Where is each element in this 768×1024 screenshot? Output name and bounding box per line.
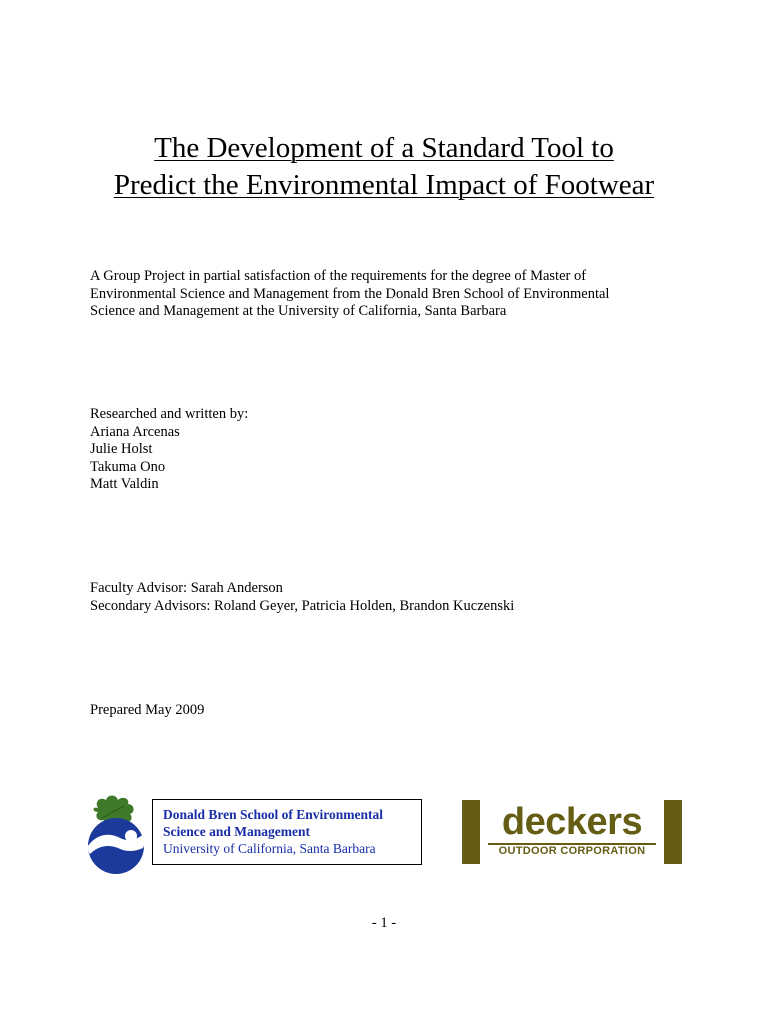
author-name: Takuma Ono xyxy=(90,458,166,475)
bren-line-2: Science and Management xyxy=(163,824,310,839)
bren-line-1: Donald Bren School of Environmental xyxy=(163,807,384,822)
bren-school-caption xyxy=(152,799,422,865)
bren-line-3: University of California, Santa Barbara xyxy=(163,841,376,856)
deckers-left-bar xyxy=(462,800,480,864)
bren-school-logo-icon xyxy=(76,794,156,876)
authors-heading: Researched and written by: xyxy=(90,406,249,422)
intro-line-2: Environmental Science and Management from the Donald Bren School of Environmental xyxy=(90,285,610,302)
prepared-date xyxy=(90,702,204,720)
intro-paragraph xyxy=(90,268,609,321)
intro-line-1: A Group Project in partial satisfaction of the requirements for the degree of Master of xyxy=(90,268,587,284)
deckers-right-bar xyxy=(664,800,682,864)
deckers-subtitle: OUTDOOR CORPORATION xyxy=(498,845,646,857)
document-title xyxy=(0,130,768,204)
intro-line-3: Science and Management at the University of California, Santa Barbara xyxy=(90,303,507,319)
author-name: Matt Valdin xyxy=(90,476,159,492)
secondary-advisors: Secondary Advisors: Roland Geyer, Patricia Holden, Brandon Kuczenski xyxy=(90,597,515,614)
page-number: - 1 - xyxy=(371,915,397,931)
author-name: Julie Holst xyxy=(90,441,153,457)
title-line-1: The Development of a Standard Tool to xyxy=(154,132,614,164)
faculty-advisor: Faculty Advisor: Sarah Anderson xyxy=(90,580,283,596)
deckers-wordmark: deckers xyxy=(501,801,643,843)
authors-section xyxy=(90,406,248,494)
prepared-date-text: Prepared May 2009 xyxy=(90,702,205,718)
deckers-logo xyxy=(462,800,682,864)
title-line-2: Predict the Environmental Impact of Footwear xyxy=(113,169,655,201)
advisors-section xyxy=(90,580,514,615)
author-name: Ariana Arcenas xyxy=(90,423,180,440)
